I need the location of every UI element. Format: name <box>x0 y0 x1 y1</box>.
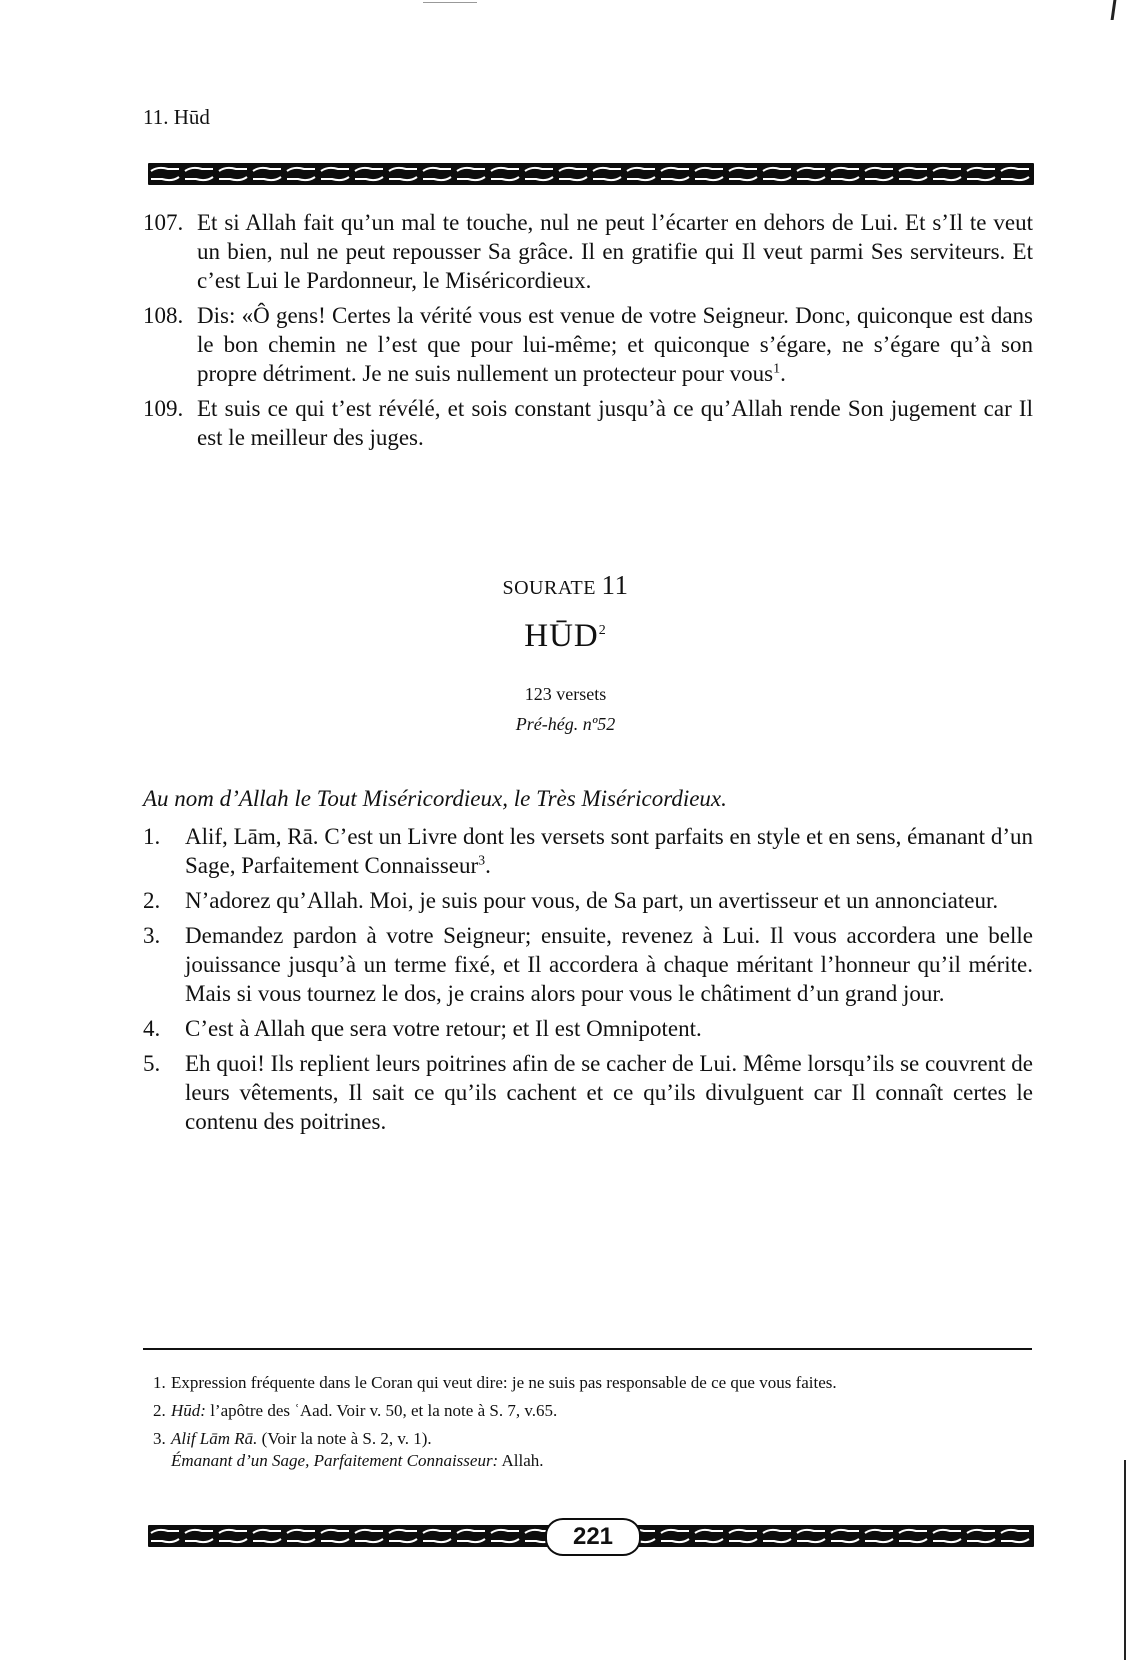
verse-number: 109. <box>143 396 184 421</box>
top-ornament-band <box>148 163 1034 185</box>
ornament-pattern-icon <box>148 163 1034 185</box>
edge-scan-line <box>1124 1460 1126 1660</box>
verse-list-surah-hud <box>143 822 1033 1142</box>
footnote-text: Allah. <box>498 1451 544 1470</box>
page-number: 221 <box>545 1518 641 1556</box>
footnote-ref[interactable]: 3 <box>478 853 486 869</box>
footnote-term: Alif Lām Rā. <box>171 1429 258 1448</box>
verse-number: 5. <box>143 1051 161 1076</box>
verse-number: 1. <box>143 824 161 849</box>
verse-4 <box>143 1014 1033 1043</box>
surah-label-text: SOURATE <box>502 577 596 599</box>
footnote-rule <box>143 1348 1032 1350</box>
footnote-ref[interactable]: 2 <box>598 623 607 638</box>
surah-chronology: Pré-hég. nº52 <box>515 714 616 734</box>
footnotes <box>143 1372 1032 1478</box>
verse-number: 2. <box>143 888 161 913</box>
footnote-term: Émanant d’un Sage, Parfaitement Connaisseur: <box>171 1451 499 1470</box>
surah-number: 11 <box>601 570 629 600</box>
verse-text: N’adorez qu’Allah. Moi, je suis pour vous, de Sa part, un avertisseur et un annonciateur. <box>185 888 999 913</box>
verse-number: 108. <box>143 303 184 328</box>
verse-text-tail: . <box>780 361 786 386</box>
top-edge-mark <box>423 2 477 3</box>
footnote-ref[interactable]: 1 <box>773 361 781 377</box>
footnote-number: 3. <box>153 1429 166 1448</box>
verse-list-previous-surah <box>143 208 1033 458</box>
verse-text: Eh quoi! Ils replient leurs poitrines afin de se cacher de Lui. Même lorsqu’ils se couvrent de leurs vêtements, Il sait ce qu’ils cachent et ce qu’ils divulguent car Il connaît certes le contenu des poitrines. <box>185 1051 1033 1134</box>
verse-number: 107. <box>143 210 184 235</box>
basmala: Au nom d’Allah le Tout Miséricordieux, le Très Miséricordieux. <box>143 786 727 811</box>
verse-3 <box>143 921 1033 1008</box>
footnote-number: 2. <box>153 1401 166 1420</box>
verse-text-tail: . <box>485 853 491 878</box>
verse-text: Dis: «Ô gens! Certes la vérité vous est venue de votre Seigneur. Donc, quiconque est dans le bon chemin ne l’est que pour lui-même; et quiconque s’égare, ne s’égare qu’à son propre détriment. Je ne suis nullement un protecteur pour vous <box>197 303 1033 386</box>
verse-109 <box>143 394 1033 452</box>
running-head: 11. Hūd <box>143 105 210 129</box>
surah-title-text: HŪD <box>524 618 599 654</box>
verse-number: 4. <box>143 1016 161 1041</box>
verse-number: 3. <box>143 923 161 948</box>
verse-text: Alif, Lām, Rā. C’est un Livre dont les versets sont parfaits en style et en sens, émanant d’un Sage, Parfaitement Connaisseur <box>185 824 1033 878</box>
surah-verse-count: 123 versets <box>524 684 607 704</box>
verse-text: C’est à Allah que sera votre retour; et Il est Omnipotent. <box>185 1016 702 1041</box>
footnote-2 <box>143 1400 1032 1422</box>
verse-107 <box>143 208 1033 295</box>
verse-108 <box>143 301 1033 388</box>
surah-label <box>0 570 1131 601</box>
surah-title <box>0 618 1131 655</box>
footnote-text: (Voir la note à S. 2, v. 1). <box>257 1429 432 1448</box>
footnote-text: Expression fréquente dans le Coran qui veut dire: je ne suis pas responsable de ce que vous faites. <box>171 1373 837 1392</box>
footnote-number: 1. <box>153 1373 166 1392</box>
verse-2 <box>143 886 1033 915</box>
footnote-3 <box>143 1428 1032 1472</box>
edge-scan-mark <box>1111 0 1117 20</box>
footnote-term: Hūd: <box>171 1401 206 1420</box>
footnote-1 <box>143 1372 1032 1394</box>
verse-1 <box>143 822 1033 880</box>
footnote-text: l’apôtre des ʿAad. Voir v. 50, et la note à S. 7, v.65. <box>205 1401 558 1420</box>
verse-text: Et si Allah fait qu’un mal te touche, nul ne peut l’écarter en dehors de Lui. Et s’Il te veut un bien, nul ne peut repousser Sa grâce. Il en gratifie qui Il veut parmi Ses serviteurs. Et c’est Lui le Pardonneur, le Miséricordieux. <box>197 210 1033 293</box>
verse-text: Et suis ce qui t’est révélé, et sois constant jusqu’à ce qu’Allah rende Son jugement car Il est le meilleur des juges. <box>197 396 1033 450</box>
verse-text: Demandez pardon à votre Seigneur; ensuite, revenez à Lui. Il vous accordera une belle jouissance jusqu’à un terme fixé, et Il accordera à chaque méritant l’honneur qu’il mérite. Mais si vous tournez le dos, je crains alors pour vous le châtiment d’un grand jour. <box>185 923 1033 1006</box>
verse-5 <box>143 1049 1033 1136</box>
